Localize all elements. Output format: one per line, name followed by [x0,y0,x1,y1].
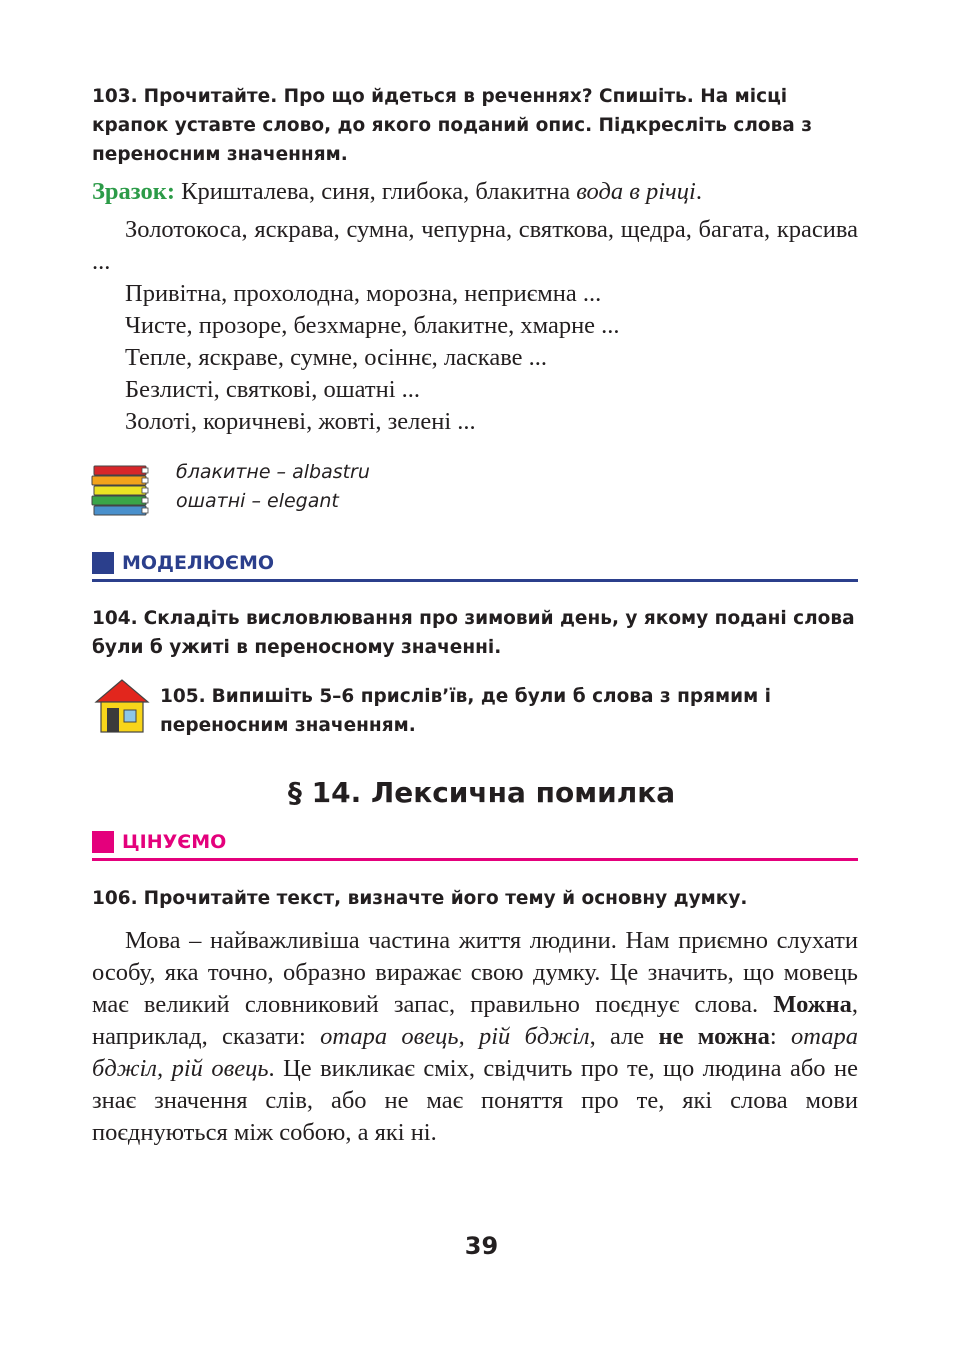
section-modeling [92,549,858,579]
vocab-item: блакитне – albastru [176,461,370,483]
exercise-line-5: Безлисті, святкові, ошатні ... [125,376,421,403]
example-italic: вода в річці [576,178,696,205]
task-text: Прочитайте. Про що йдеться в реченнях? Спишіть. На місці крапок уставте слово, до якого поданий опис. Підкресліть слова з переносним значенням. [92,86,812,165]
vocab-item: ошатні – elegant [176,490,339,512]
text-run: : [769,1023,791,1050]
exercise-line-6: Золоті, коричневі, жовті, зелені ... [125,408,476,435]
text-bold: не можна [658,1023,770,1050]
section-rule [92,579,858,582]
exercise-line-3: Чисте, прозоре, безхмарне, блакитне, хмарне ... [125,312,620,339]
task-text: Випишіть 5–6 прислів’їв, де були б слова з прямим і переносним значенням. [160,686,772,736]
task-number: 105. [160,686,206,707]
reading-text [92,925,858,1149]
task-text: Складіть висловлювання про зимовий день, у якому подані слова були б ужиті в переносному значенні. [92,608,855,658]
vocabulary-list [176,458,370,516]
example-end: . [695,178,702,205]
section-label: МОДЕЛЮЄМО [122,552,275,574]
section-square [92,831,114,853]
task-number: 106. [92,888,138,909]
task-number: 104. [92,608,138,629]
section-valuing [92,828,858,858]
house-icon [94,678,150,734]
task-106 [92,884,858,913]
books-icon [90,464,154,518]
exercise-line-1: Золотокоса, яскрава, сумна, чепурна, святкова, щедра, багата, красива ... [92,216,858,275]
task-text: Прочитайте текст, визначте його тему й основну думку. [143,888,748,909]
text-run: Мова – найважливіша частина життя людини. Нам приємно слухати особу, яка точно, образно виражає свою думку. Це значить, що мовець має великий словниковий запас, правильно поєднує слова. [92,927,858,1018]
text-italic: отара бджіл, рій овець [92,1023,858,1082]
text-italic: отара овець, рій бджіл [320,1023,590,1050]
task-number: 103. [92,86,138,107]
section-rule [92,858,858,861]
example-label: Зразок: [92,178,176,205]
exercise-line-4: Тепле, яскраве, сумне, осіннє, ласкаве ... [125,344,548,371]
text-run: , але [589,1023,659,1050]
page-number: 39 [464,1232,499,1260]
section-square [92,552,114,574]
text-run: . Це викликає сміх, свідчить про те, що людина або не знає значення слів, або не має поняття про те, які слова мови поєднуються між собою, а які ні. [92,1055,858,1146]
text-bold: Можна [773,991,852,1018]
section-label: ЦІНУЄМО [122,831,227,853]
text-run: , наприклад, сказати: [92,991,858,1050]
exercise-line-2: Привітна, прохолодна, морозна, неприємна ... [125,280,602,307]
task-104 [92,604,858,662]
paragraph-title: § 14. Лексична помилка [287,776,676,809]
example-text: Кришталева, синя, глибока, блакитна [175,178,577,205]
task-105 [160,682,858,740]
task-103 [92,82,858,169]
example-line [92,176,858,208]
